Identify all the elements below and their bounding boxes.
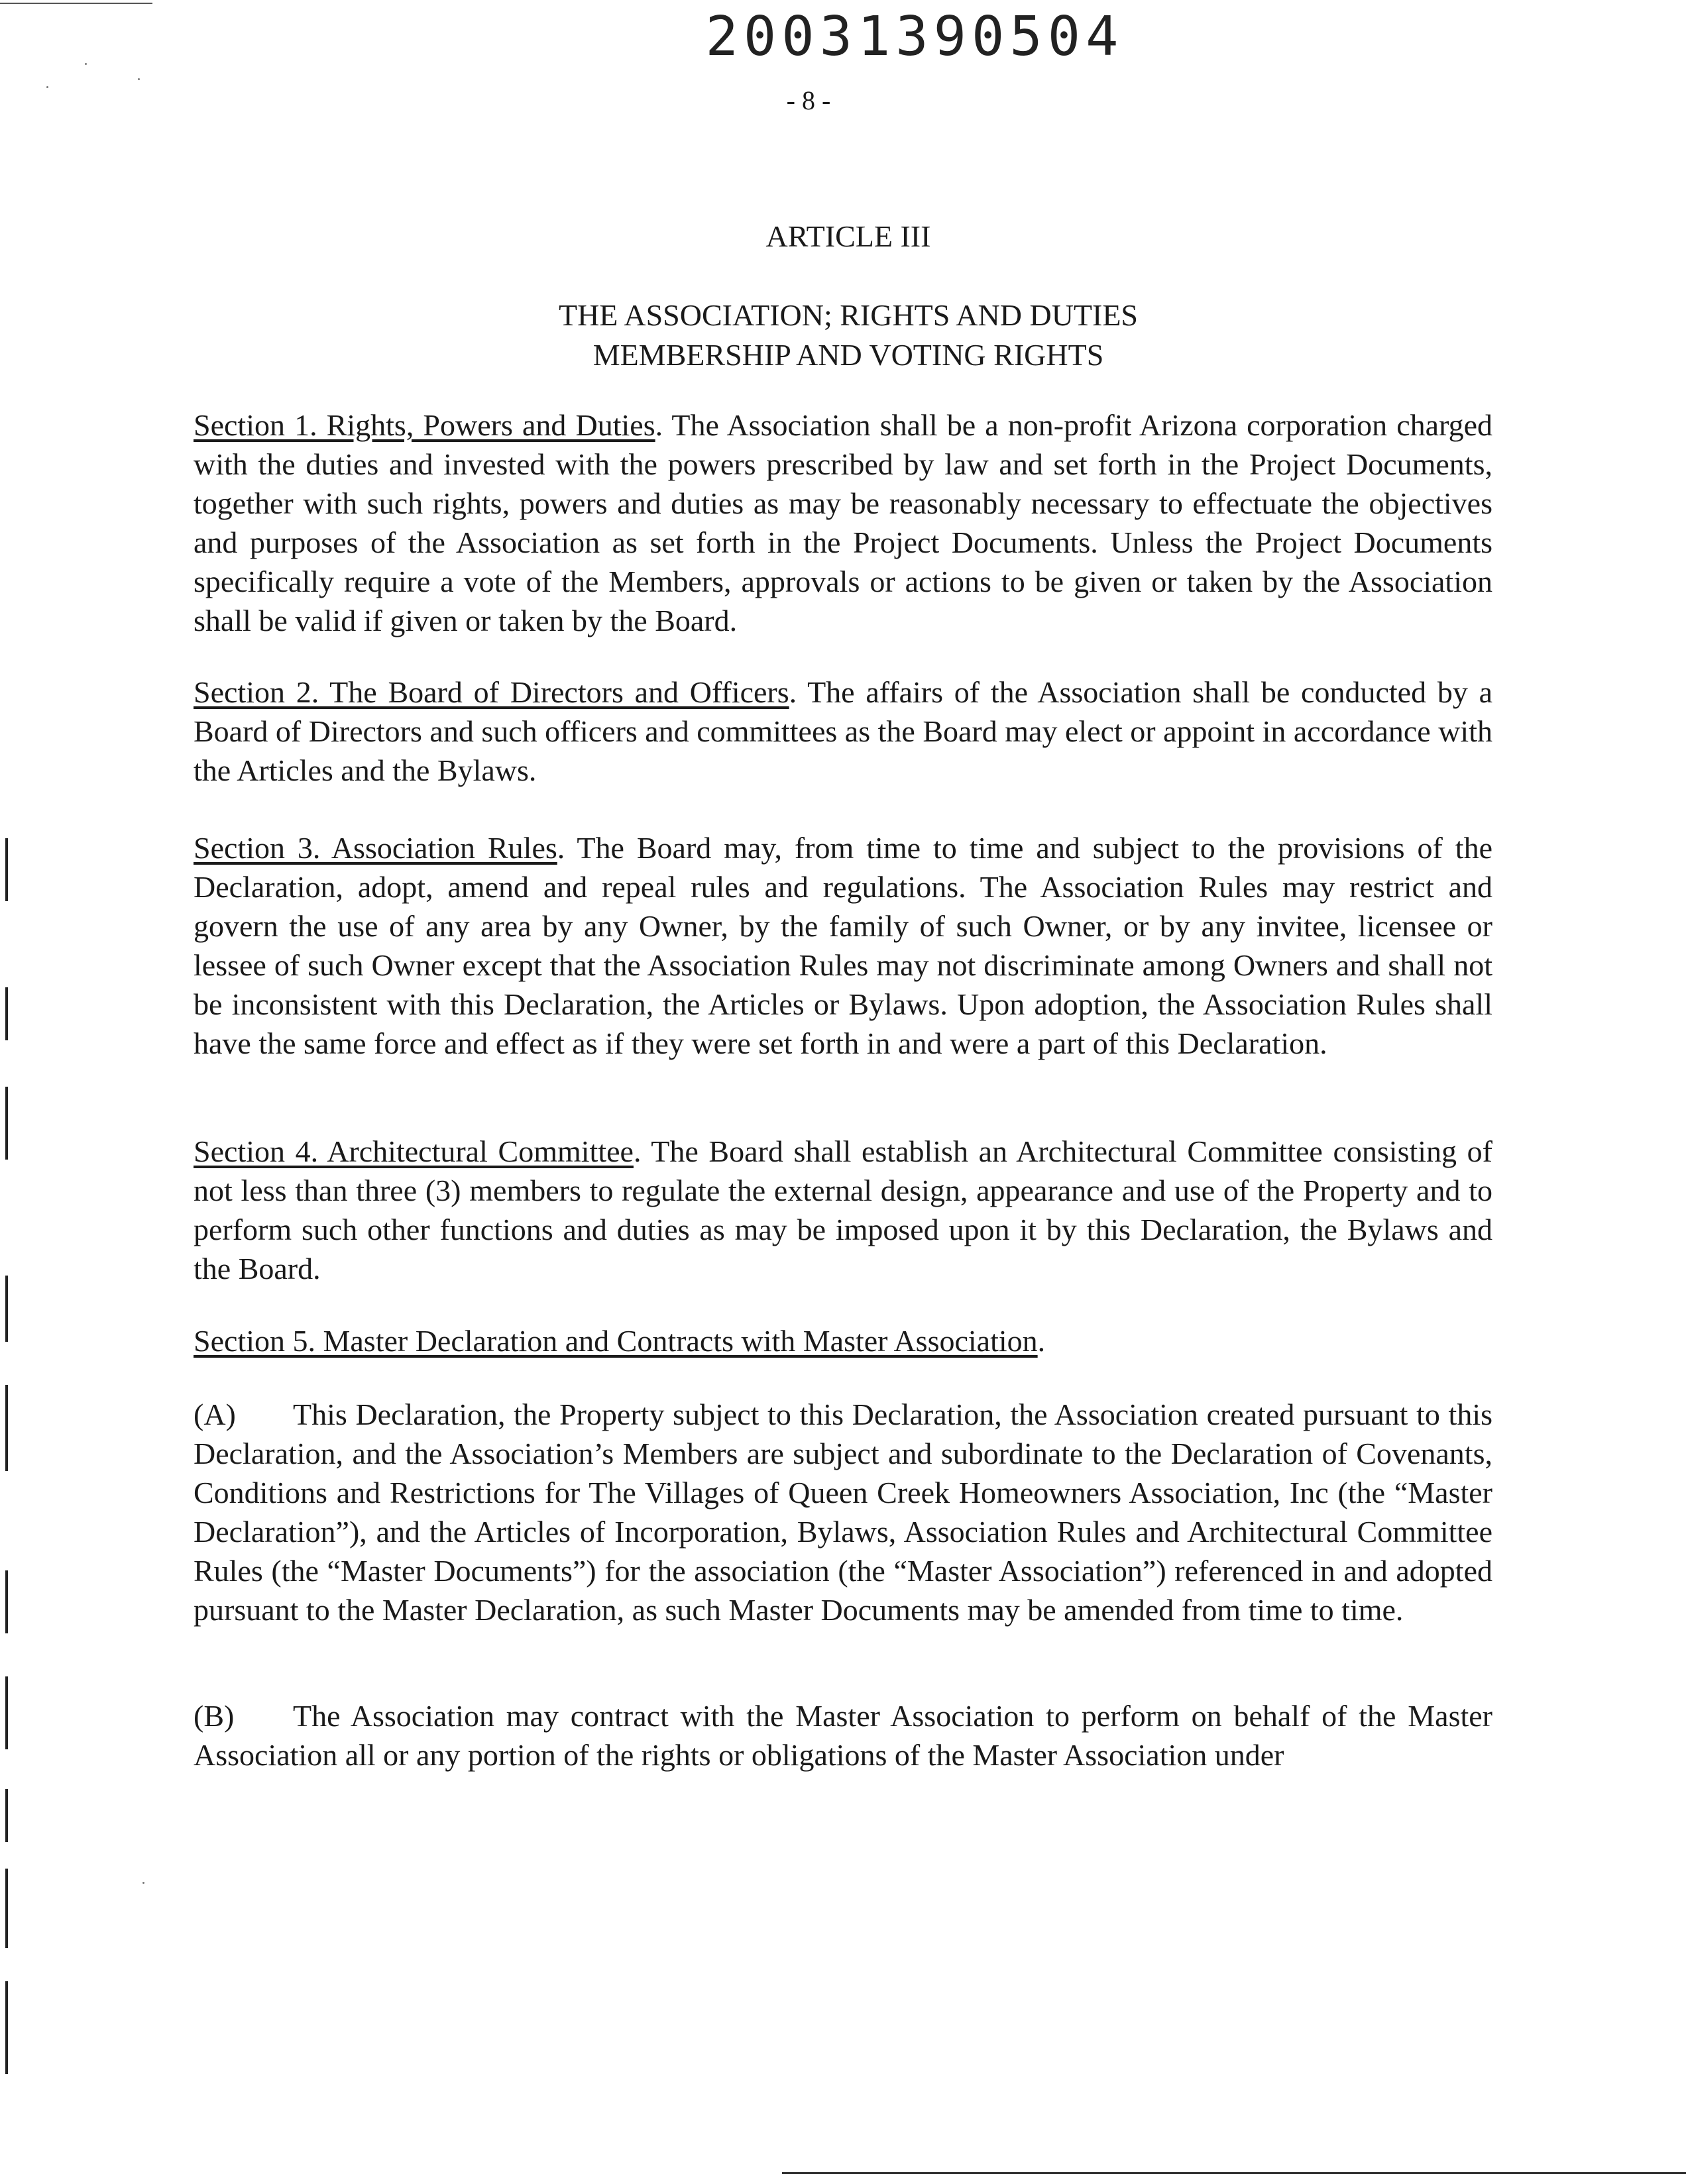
section-4	[194, 1132, 1492, 1288]
subsection-label: (B)	[194, 1699, 235, 1733]
section-text: . The Association shall be a non-profit Arizona corporation charged with the duties and invested with the powers prescribed by law and set forth in the Project Documents, together with such rights, powers and duties as may be reasonably necessary to effectuate the objectives and purposes of the Association as set forth in the Project Documents. Unless the Project Documents specifically require a vote of the Members, approvals or actions to be given or taken by the Association shall be valid if given or taken by the Board.	[194, 408, 1492, 637]
subsection-a	[194, 1395, 1492, 1629]
article-heading-line: THE ASSOCIATION; RIGHTS AND DUTIES	[558, 298, 1139, 332]
section-2	[194, 673, 1492, 790]
subsection-b	[194, 1696, 1492, 1774]
scan-margin-mark	[5, 1869, 8, 1948]
scan-margin-mark	[5, 987, 8, 1040]
scan-margin-mark	[5, 838, 8, 901]
scan-speck	[46, 86, 48, 88]
scan-margin-mark	[5, 1676, 8, 1749]
section-3	[194, 828, 1492, 1063]
section-title: Section 2. The Board of Directors and Officers	[194, 675, 789, 709]
scan-speck	[85, 63, 87, 65]
top-scan-rule	[0, 3, 152, 4]
scan-margin-mark	[5, 1087, 8, 1160]
section-title: Section 5. Master Declaration and Contracts with Master Association	[194, 1324, 1038, 1358]
section-1	[194, 406, 1492, 640]
bottom-scan-rule	[782, 2172, 1686, 2174]
article-heading	[371, 296, 1325, 375]
scan-margin-mark	[5, 1981, 8, 2074]
section-text: . The affairs of the Association shall be conducted by a Board of Directors and such officers and committees as the Board may elect or appoint in accordance with the Articles and the Bylaws.	[194, 675, 1493, 787]
document-number: 20031390504	[705, 5, 1124, 68]
article-title: ARTICLE III	[765, 219, 931, 253]
subsection-text: The Association may contract with the Master Association to perform on behalf of the Master Association all or any portion of the rights or obligations of the Master Association under	[194, 1699, 1492, 1772]
article-heading-line: MEMBERSHIP AND VOTING RIGHTS	[592, 338, 1104, 372]
section-text: . The Board shall establish an Architectural Committee consisting of not less than three (3) members to regulate the external design, appearance and use of the Property and to perform such other functions and duties as may be imposed upon it by this Declaration, the Bylaws and the Board.	[194, 1134, 1492, 1285]
scan-margin-mark	[5, 1570, 8, 1633]
section-title: Section 3. Association Rules	[194, 831, 557, 865]
section-text: .	[1037, 1324, 1046, 1358]
page-number: - 8 -	[786, 85, 831, 115]
scan-margin-mark	[5, 1385, 8, 1471]
section-5	[194, 1321, 1492, 1360]
scan-speck	[142, 1882, 144, 1884]
scan-speck	[138, 78, 140, 80]
scan-margin-mark	[5, 1789, 8, 1842]
subsection-label: (A)	[194, 1397, 236, 1431]
section-title: Section 4. Architectural Committee	[194, 1134, 634, 1168]
section-title: Section 1. Rights, Powers and Duties	[194, 408, 655, 442]
scan-margin-mark	[5, 1276, 8, 1342]
subsection-text: This Declaration, the Property subject to this Declaration, the Association created pursuant to this Declaration, and the Association’s Members are subject and subordinate to the Declaration of Covenants, Conditions and Restrictions for The Villages of Queen Creek Homeowners Association, Inc (the “Master Declaration”), and the Articles of Incorporation, Bylaws, Association Rules and Architectural Committee Rules (the “Master Documents”) for the association (the “Master Association”) referenced in and adopted pursuant to the Master Declaration, as such Master Documents may be amended from time to time.	[194, 1397, 1492, 1627]
section-text: . The Board may, from time to time and subject to the provisions of the Declaration, adopt, amend and repeal rules and regulations. The Association Rules may restrict and govern the use of any area by any Owner, by the family of such Owner, or by any invitee, licensee or lessee of such Owner except that the Association Rules may not discriminate among Owners and shall not be inconsistent with this Declaration, the Articles or Bylaws. Upon adoption, the Association Rules shall have the same force and effect as if they were set forth in and were a part of this Declaration.	[194, 831, 1492, 1060]
